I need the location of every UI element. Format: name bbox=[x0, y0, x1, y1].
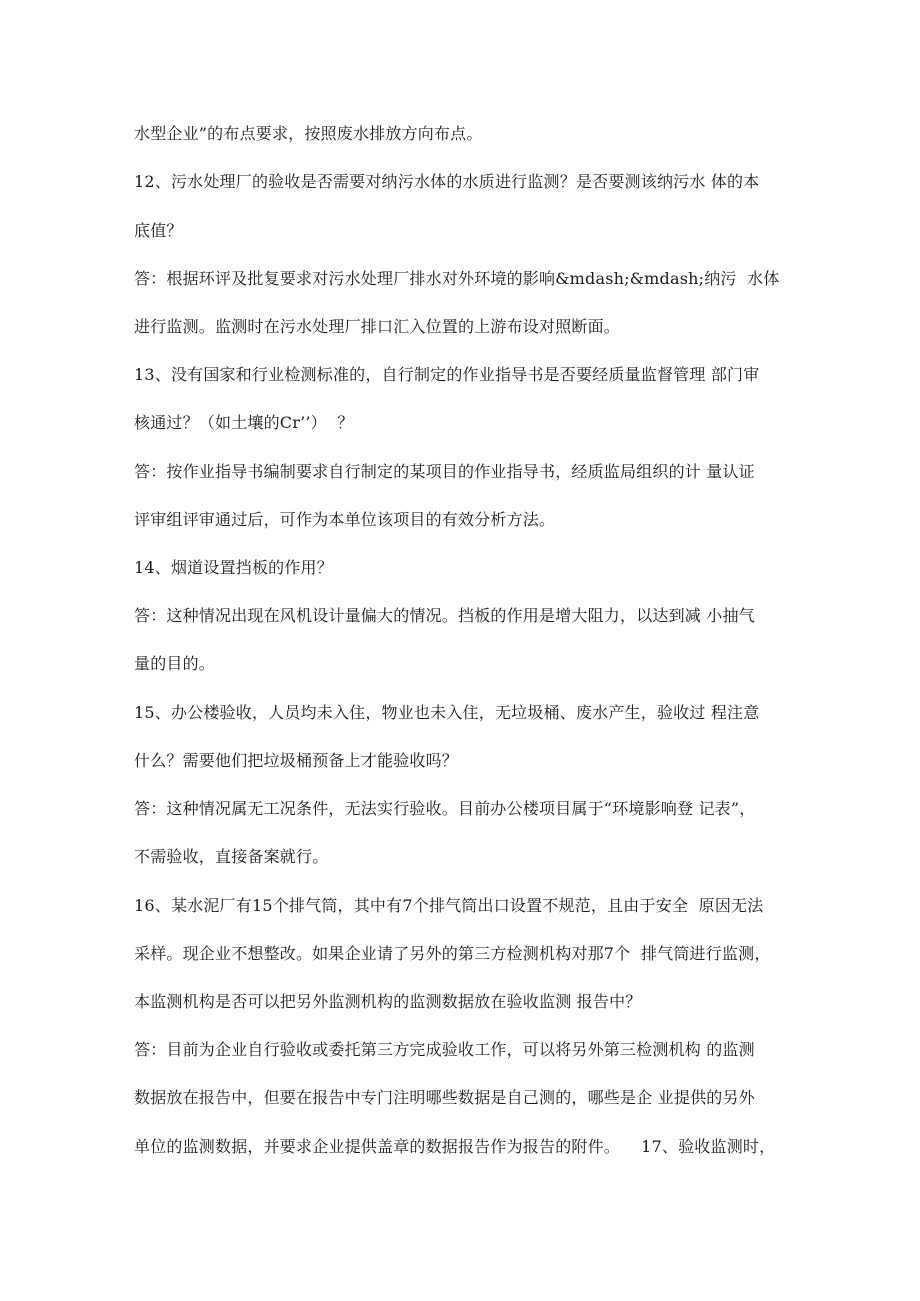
text-line: 数据放在报告中，但要在报告中专门注明哪些数据是自己测的，哪些是企 业提供的另外 bbox=[134, 1088, 755, 1107]
text-line: 13、没有国家和行业检测标准的，自行制定的作业指导书是否要经质量监督管理 部门审 bbox=[134, 365, 760, 384]
text-line: 答：这种情况属无工况条件，无法实行验收。目前办公楼项目属于“环境影响登 记表”， bbox=[134, 799, 756, 818]
text-line: 不需验收，直接备案就行。 bbox=[134, 847, 329, 866]
text-line: 单位的监测数据，并要求企业提供盖章的数据报告作为报告的附件。 17、验收监测时， bbox=[134, 1137, 776, 1156]
text-line: 答：根据环评及批复要求对污水处理厂排水对外环境的影响&mdash;&mdash;纳污 水体 bbox=[134, 269, 780, 288]
text-line: 采样。现企业不想整改。如果企业请了另外的第三方检测机构对那7个 排气筒进行监测， bbox=[134, 944, 771, 963]
text-line: 答：按作业指导书编制要求自行制定的某项目的作业指导书，经质监局组织的计 量认证 bbox=[134, 462, 755, 481]
text-line: 14、烟道设置挡板的作用？ bbox=[134, 558, 333, 577]
text-line: 水型企业”的布点要求，按照废水排放方向布点。 bbox=[134, 124, 483, 143]
text-line: 答：这种情况出现在风机设计量偏大的情况。挡板的作用是增大阻力，以达到减 小抽气 bbox=[134, 606, 755, 625]
text-line: 答：目前为企业自行验收或委托第三方完成验收工作，可以将另外第三检测机构 的监测 bbox=[134, 1040, 755, 1059]
text-line: 进行监测。监测时在污水处理厂排口汇入位置的上游布设对照断面。 bbox=[134, 317, 621, 336]
text-line: 15、办公楼验收，人员均未入住，物业也未入住，无垃圾桶、废水产生，验收过 程注意 bbox=[134, 703, 760, 722]
text-line: 16、某水泥厂有15个排气筒，其中有7个排气筒出口设置不规范，且由于安全 原因无法 bbox=[134, 896, 764, 915]
text-line: 评审组评审通过后，可作为本单位该项目的有效分析方法。 bbox=[134, 510, 556, 529]
text-line: 底值？ bbox=[134, 221, 183, 240]
text-line: 什么？需要他们把垃圾桶预备上才能验收吗？ bbox=[134, 751, 459, 770]
text-line: 核通过？（如土壤的Cr’’） ？ bbox=[134, 413, 354, 432]
text-line: 12、污水处理厂的验收是否需要对纳污水体的水质进行监测？是否要测该纳污水 体的本 bbox=[134, 172, 760, 191]
text-line: 本监测机构是否可以把另外监测机构的监测数据放在验收监测 报告中？ bbox=[134, 992, 642, 1011]
text-line: 量的目的。 bbox=[134, 654, 216, 673]
